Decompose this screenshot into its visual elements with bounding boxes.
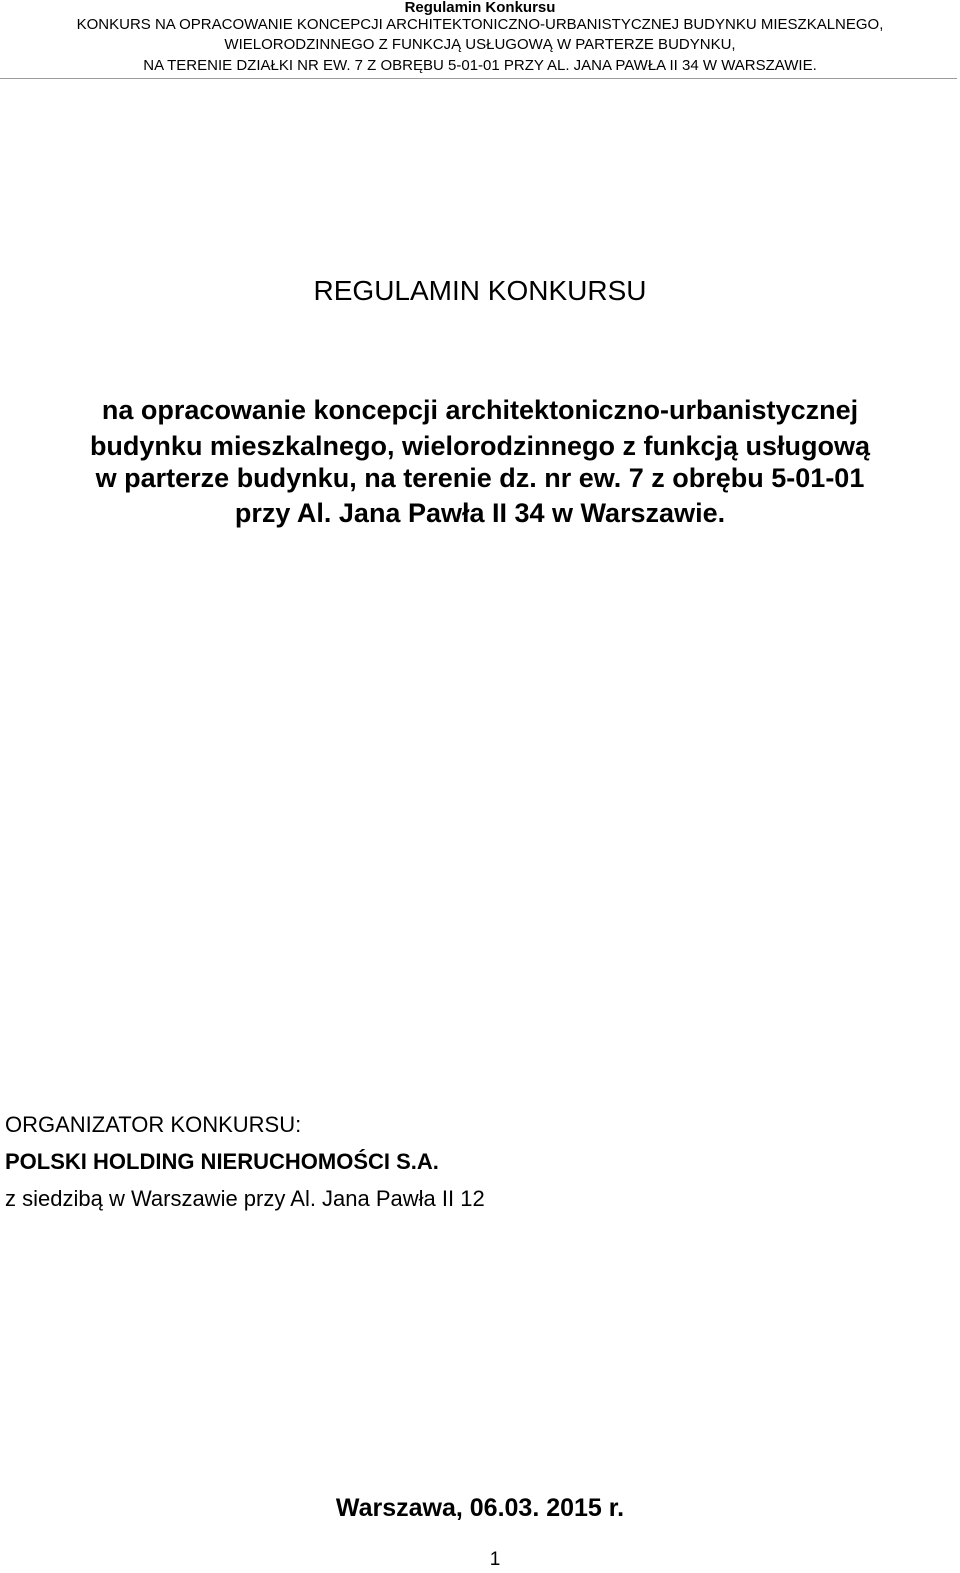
organizer-address: z siedzibą w Warszawie przy Al. Jana Pawła II 12 xyxy=(5,1186,485,1211)
subtitle-line-1: na opracowanie koncepcji architektoniczno-urbanistycznej xyxy=(101,395,859,425)
subtitle-line-3: w parterze budynku, na terenie dz. nr ew. 7 z obrębu 5-01-01 xyxy=(95,463,865,493)
header-line-1: KONKURS NA OPRACOWANIE KONCEPCJI ARCHITEKTONICZNO-URBANISTYCZNEJ BUDYNKU MIESZKALNEGO, xyxy=(76,16,884,33)
document-title: REGULAMIN KONKURSU xyxy=(313,275,647,306)
subtitle-line-2: budynku mieszkalnego, wielorodzinnego z funkcją usługową xyxy=(89,431,871,461)
page-number: 1 xyxy=(489,1549,501,1570)
place-and-date: Warszawa, 06.03. 2015 r. xyxy=(335,1494,625,1522)
header-title: Regulamin Konkursu xyxy=(404,0,556,16)
organizer-name: POLSKI HOLDING NIERUCHOMOŚCI S.A. xyxy=(5,1149,439,1174)
header-line-3: NA TERENIE DZIAŁKI NR EW. 7 Z OBRĘBU 5-01-01 PRZY AL. JANA PAWŁA II 34 W WARSZAWIE. xyxy=(143,57,817,74)
header-divider xyxy=(0,78,957,79)
organizer-label: ORGANIZATOR KONKURSU: xyxy=(5,1112,302,1137)
header-line-2: WIELORODZINNEGO Z FUNKCJĄ USŁUGOWĄ W PARTERZE BUDYNKU, xyxy=(224,36,736,53)
subtitle-line-4: przy Al. Jana Pawła II 34 w Warszawie. xyxy=(234,498,726,528)
